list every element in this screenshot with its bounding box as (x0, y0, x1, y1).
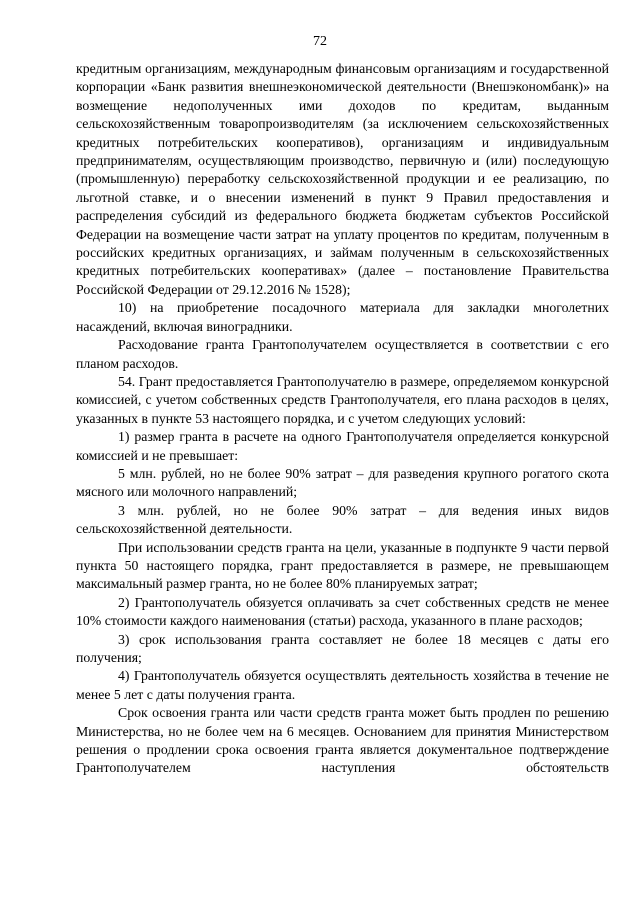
paragraph-clause-54: 54. Грант предоставляется Грантополучателю в размере, определяемом конкурсной комиссией, с учетом собственных средств Грантополучателя, его плана расходов в целях, указанных в пункте 53 настоящего порядка, и с учетом следующих условий: (76, 373, 609, 426)
paragraph-extension: Срок освоения гранта или части средств гранта может быть продлен по решению Министерства, но не более чем на 6 месяцев. Основанием для принятия Министерством решения о продлении срока освоения гранта является документальное подтверждение Грантополучателем наступления обстоятельств (76, 705, 609, 776)
paragraph-grant-spending: Расходование гранта Грантополучателем осуществляется в соответствии с его планом расходов. (76, 337, 609, 371)
paragraph-limit-cattle: 5 млн. рублей, но не более 90% затрат – для разведения крупного рогатого скота мясного или молочного направлений; (76, 465, 609, 500)
paragraph-continuation: кредитным организациям, международным финансовым организациям и государственной корпорации «Банк развития внешнеэкономической деятельности (Внешэкономбанк)» на возмещение недополученных ими доходов по кредитам, выданным сельскохозяйственным товаропроизводителям (за исключением сельскохозяйственных кредитных потребительских кооперативов), организациям и индивидуальным предпринимателям, осуществляющим производство, первичную и (или) последующую (промышленную) переработку сельскохозяйственной продукции и ее реализацию, по льготной ставке, и о внесении изменений в пункт 9 Правил предоставления и распределения субсидий из федерального бюджета бюджетам субъектов Российской Федерации на возмещение части затрат на уплату процентов по кредитам, полученным в российских кредитных организациях, и займам полученным в сельскохозяйственных кредитных потребительских кооперативах» (далее – постановление Правительства Российской Федерации от 29.12.2016 № 1528); (76, 61, 609, 297)
paragraph-condition-4: 4) Грантополучатель обязуется осуществлять деятельность хозяйства в течение не менее 5 лет с даты получения гранта. (76, 668, 609, 702)
paragraph-condition-1: 1) размер гранта в расчете на одного Грантополучателя определяется конкурсной комиссией и не превышает: (76, 429, 609, 463)
document-body (76, 60, 609, 778)
paragraph-limit-other: 3 млн. рублей, но не более 90% затрат – для ведения иных видов сельскохозяйственной деятельности. (76, 502, 609, 537)
paragraph-condition-2: 2) Грантополучатель обязуется оплачивать за счет собственных средств не менее 10% стоимости каждого наименования (статьи) расхода, указанного в плане расходов; (76, 594, 609, 629)
paragraph-item-10: 10) на приобретение посадочного материала для закладки многолетних насаждений, включая виноградники. (76, 300, 609, 334)
paragraph-subpoint-9: При использовании средств гранта на цели, указанные в подпункте 9 части первой пункта 50 настоящего порядка, грант предоставляется в размере, не превышающем максимальный размер гранта, но не более 80% планируемых затрат; (76, 539, 609, 592)
page-number: 72 (313, 34, 327, 49)
paragraph-condition-3: 3) срок использования гранта составляет не более 18 месяцев с даты его получения; (76, 631, 609, 665)
